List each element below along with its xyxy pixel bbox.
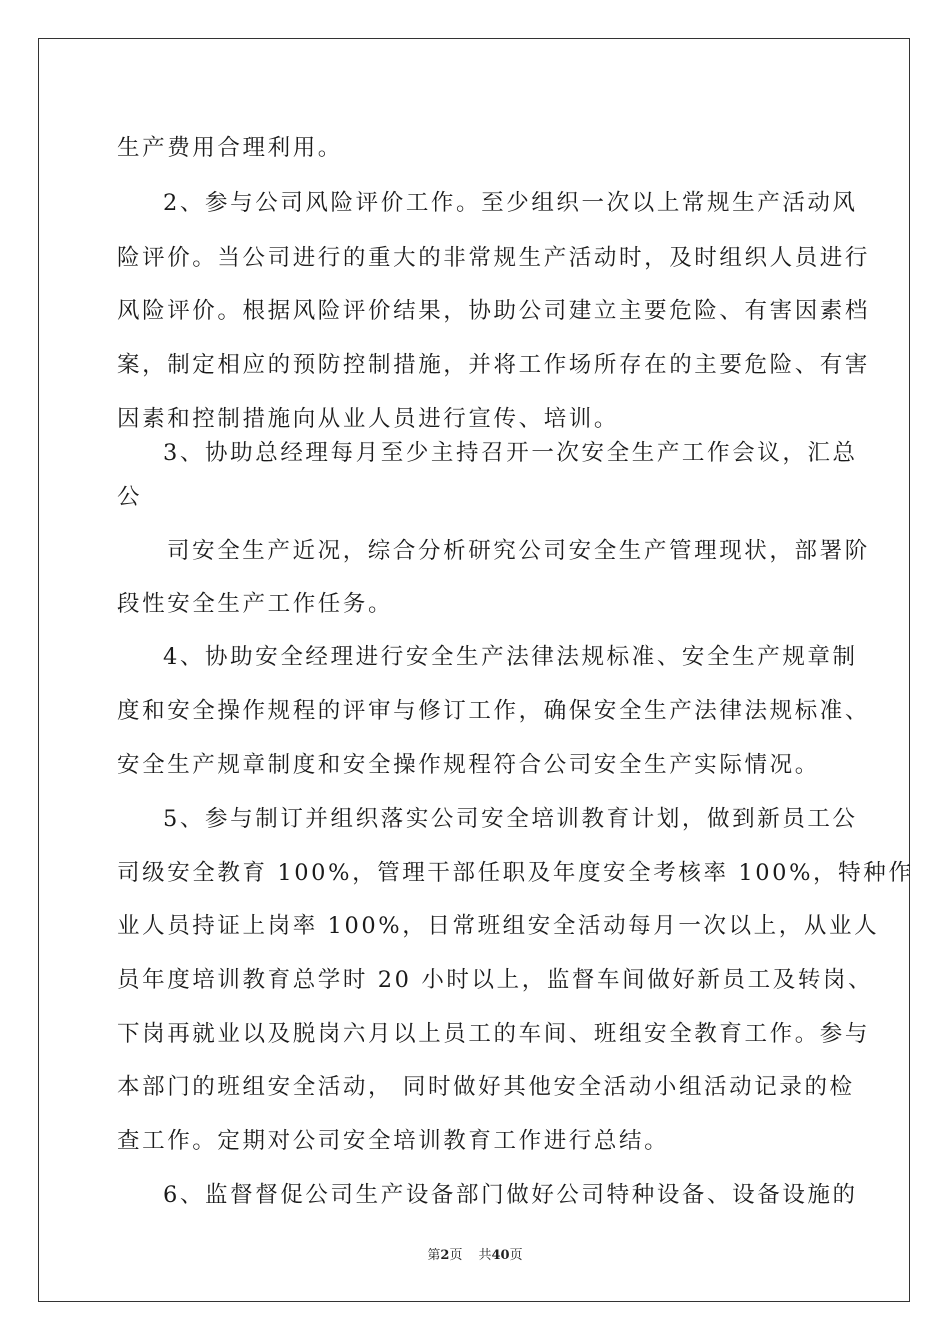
text-line: 5、参与制订并组织落实公司安全培训教育计划，做到新员工公	[163, 806, 858, 832]
text-line: 司级安全教育 100%，管理干部任职及年度安全考核率 100%，特种作	[117, 860, 914, 886]
page-suffix: 页	[449, 1248, 463, 1263]
text-line: 员年度培训教育总学时 20 小时以上，监督车间做好新员工及转岗、	[117, 967, 874, 993]
page-number: 2	[440, 1248, 450, 1263]
text-line: 业人员持证上岗率 100%，日常班组安全活动每月一次以上，从业人	[117, 913, 880, 939]
text-line: 3、协助总经理每月至少主持召开一次安全生产工作会议，汇总	[163, 440, 858, 466]
text-line: 生产费用合理利用。	[117, 135, 343, 161]
text-line: 4、协助安全经理进行安全生产法律法规标准、安全生产规章制	[163, 644, 858, 670]
text-line: 险评价。当公司进行的重大的非常规生产活动时，及时组织人员进行	[117, 245, 871, 271]
text-line: 查工作。定期对公司安全培训教育工作进行总结。	[117, 1128, 670, 1154]
page-prefix: 第	[427, 1248, 441, 1263]
text-line: 因素和控制措施向从业人员进行宣传、培训。	[117, 406, 620, 432]
text-line: 下岗再就业以及脱岗六月以上员工的车间、班组安全教育工作。参与	[117, 1021, 871, 1047]
text-line: 度和安全操作规程的评审与修订工作，确保安全生产法律法规标准、	[117, 698, 871, 724]
text-line: 司安全生产近况，综合分析研究公司安全生产管理现状，部署阶	[167, 538, 870, 564]
text-line: 本部门的班组安全活动， 同时做好其他安全活动小组活动记录的检	[117, 1074, 855, 1100]
text-line: 6、监督督促公司生产设备部门做好公司特种设备、设备设施的	[163, 1182, 858, 1208]
total-suffix: 页	[509, 1248, 523, 1263]
total-pages: 40	[491, 1248, 510, 1263]
text-line: 案，制定相应的预防控制措施，并将工作场所存在的主要危险、有害	[117, 352, 871, 378]
text-line: 2、参与公司风险评价工作。至少组织一次以上常规生产活动风	[163, 190, 858, 216]
text-line: 安全生产规章制度和安全操作规程符合公司安全生产实际情况。	[117, 752, 820, 778]
page-footer	[0, 1246, 950, 1266]
text-line: 风险评价。根据风险评价结果，协助公司建立主要危险、有害因素档	[117, 298, 871, 324]
text-line: 公	[117, 484, 143, 510]
total-prefix: 共	[478, 1248, 492, 1263]
text-line: 段性安全生产工作任务。	[117, 591, 394, 617]
